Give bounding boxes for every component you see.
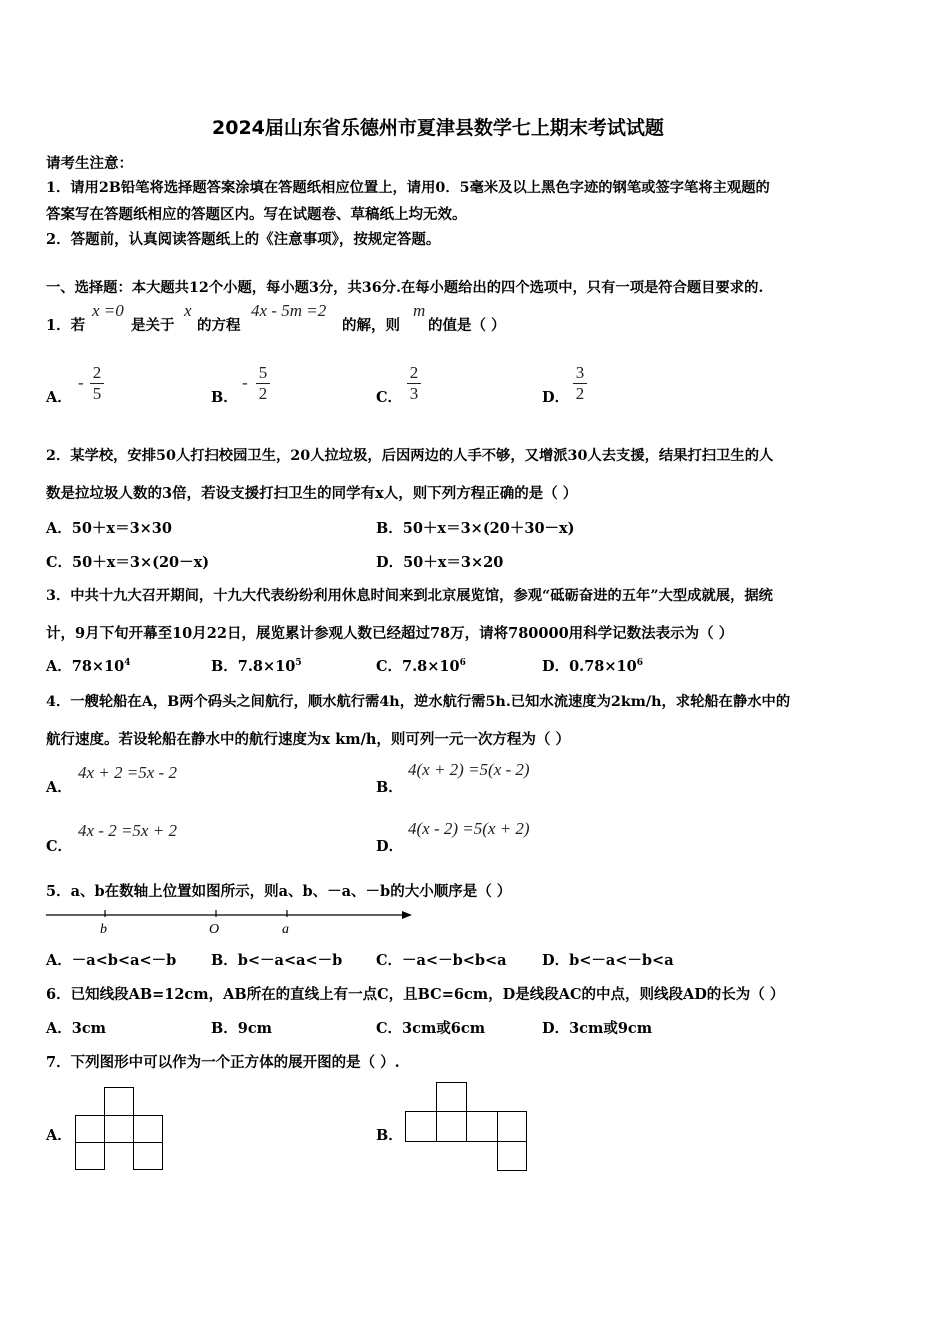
q2-option-c: C．50＋x＝3×(20－x) <box>46 554 210 571</box>
net-square <box>133 1115 163 1143</box>
q2-stem-line-1: 2．某学校，安排50人打扫校园卫生，20人拉垃圾，后因两边的人手不够，又增派30人去支援，结果打扫卫生的人 <box>46 448 774 464</box>
q4-option-b-label: B． <box>376 779 403 796</box>
q5-stem: 5．a、b在数轴上位置如图所示，则a、b、－a、－b的大小顺序是（ ） <box>46 883 512 900</box>
q3-option-d <box>542 655 643 676</box>
q6-option-a: A．3cm <box>46 1020 107 1037</box>
q1-option-b-sign: - <box>242 373 248 392</box>
q2-stem-line-2: 数是拉垃圾人数的3倍，若设支援打扫卫生的同学有x人，则下列方程正确的是（ ） <box>46 485 578 502</box>
q3-option-a-exponent: 4 <box>124 658 131 669</box>
q2-option-d: D．50＋x＝3×20 <box>376 554 504 571</box>
section-header: 一、选择题：本大题共12个小题，每小题3分，共36分.在每小题给出的四个选项中，只有一项是符合题目要求的. <box>46 280 764 296</box>
q3-stem-line-2: 计，9月下旬开幕至10月22日，展览累计参观人数已经超过78万，请将780000用科学记数法表示为（ ） <box>46 625 734 642</box>
net-square <box>75 1142 105 1170</box>
q7-option-a-net <box>75 1087 165 1172</box>
q1-option-a-label: A． <box>46 389 72 406</box>
q3-option-b-text: B．7.8×10 <box>211 658 296 675</box>
notice-heading: 请考生注意： <box>46 155 133 172</box>
q1-text-1: 1．若 <box>46 317 86 334</box>
q3-option-c <box>376 655 466 676</box>
q4-option-a-equation: 4x + 2 =5x - 2 <box>78 763 177 782</box>
net-square <box>436 1082 467 1112</box>
q1-option-b-numerator: 5 <box>258 363 268 382</box>
q1-option-c-denominator: 3 <box>409 384 419 403</box>
q3-option-c-text: C．7.8×10 <box>376 658 460 675</box>
q4-option-d-equation: 4(x - 2) =5(x + 2) <box>408 819 530 838</box>
net-square <box>133 1142 163 1170</box>
net-square <box>104 1087 134 1116</box>
axis-label-b: b <box>100 922 107 937</box>
q1-option-b-denominator: 2 <box>258 384 268 403</box>
q5-option-d: D．b<－a<－b<a <box>542 952 674 969</box>
net-square <box>405 1111 437 1142</box>
q1-option-d-label: D． <box>542 389 570 406</box>
net-square <box>75 1115 105 1143</box>
q3-option-a <box>46 655 131 676</box>
q1-option-c-label: C． <box>376 389 403 406</box>
q1-math-equation: 4x - 5m =2 <box>251 301 327 320</box>
q3-option-c-exponent: 6 <box>459 658 466 669</box>
net-square <box>497 1111 527 1142</box>
q1-option-a-numerator: 2 <box>92 363 102 382</box>
q1-math-x0: x =0 <box>92 301 124 320</box>
q5-option-b: B．b<－a<a<－b <box>211 952 343 969</box>
q6-option-b: B．9cm <box>211 1020 273 1037</box>
q4-option-a-label: A． <box>46 779 72 796</box>
q7-option-b-label: B． <box>376 1127 403 1144</box>
net-square <box>497 1141 527 1171</box>
q3-option-b-exponent: 5 <box>295 658 302 669</box>
q1-text-5: 的值是（ ） <box>428 317 506 334</box>
q1-option-a-sign: - <box>78 373 84 392</box>
q1-option-c-numerator: 2 <box>409 363 419 382</box>
q4-stem-line-1: 4．一艘轮船在A，B两个码头之间航行，顺水航行需4h，逆水航行需5h.已知水流速度为2km/h，求轮船在静水中的 <box>46 694 791 710</box>
q4-option-c-label: C． <box>46 838 73 855</box>
q4-option-c-equation: 4x - 2 =5x + 2 <box>78 821 177 840</box>
q3-option-a-text: A．78×10 <box>46 658 125 675</box>
q7-stem: 7．下列图形中可以作为一个正方体的展开图的是（ ）. <box>46 1054 400 1071</box>
q1-option-a-fraction <box>89 363 105 404</box>
notice-line-2: 答案写在答题纸相应的答题区内。写在试题卷、草稿纸上均无效。 <box>46 206 467 223</box>
net-square <box>104 1115 134 1143</box>
q2-option-b: B．50＋x＝3×(20＋30－x) <box>376 520 575 537</box>
q1-option-a-denominator: 5 <box>92 384 102 403</box>
q7-option-b-net <box>405 1082 530 1172</box>
q6-option-c: C．3cm或6cm <box>376 1020 486 1037</box>
q1-text-3: 的方程 <box>197 317 241 334</box>
notice-line-1: 1．请用2B铅笔将选择题答案涂填在答题纸相应位置上，请用0．5毫米及以上黑色字迹的钢笔或签字笔将主观题的 <box>46 180 770 196</box>
axis-label-a: a <box>282 922 289 937</box>
q5-option-a: A．－a<b<a<－b <box>46 952 177 969</box>
q1-option-b-label: B． <box>211 389 238 406</box>
q4-option-b-equation: 4(x + 2) =5(x - 2) <box>408 760 530 779</box>
q3-option-d-text: D．0.78×10 <box>542 658 637 675</box>
q3-option-b <box>211 655 302 676</box>
arrow-icon <box>402 911 412 919</box>
q7-option-a-label: A． <box>46 1127 72 1144</box>
q2-option-a: A．50＋x＝3×30 <box>46 520 172 537</box>
q1-option-b-fraction <box>255 363 271 404</box>
net-square <box>436 1111 467 1142</box>
net-square <box>466 1111 498 1142</box>
q5-option-c: C．－a<－b<b<a <box>376 952 507 969</box>
q1-math-m: m <box>413 301 426 320</box>
q1-option-c-fraction <box>406 363 422 404</box>
q3-option-d-exponent: 6 <box>636 658 643 669</box>
number-line <box>44 905 416 937</box>
axis-label-o: O <box>209 922 220 937</box>
notice-line-3: 2．答题前，认真阅读答题纸上的《注意事项》，按规定答题。 <box>46 231 441 248</box>
q1-text-4: 的解，则 <box>342 317 400 334</box>
q1-text-2: 是关于 <box>131 317 175 334</box>
q6-stem: 6．已知线段AB=12cm，AB所在的直线上有一点C，且BC=6cm，D是线段AC的中点，则线段AD的长为（ ） <box>46 986 785 1003</box>
q4-option-d-label: D． <box>376 838 404 855</box>
q3-stem-line-1: 3．中共十九大召开期间，十九大代表纷纷利用休息时间来到北京展览馆，参观“砥砺奋进的五年”大型成就展，据统 <box>46 588 773 604</box>
q4-stem-line-2: 航行速度。若设轮船在静水中的航行速度为x km/h，则可列一元一次方程为（ ） <box>46 731 570 748</box>
q1-option-d-denominator: 2 <box>575 384 585 403</box>
page-title: 2024届山东省乐德州市夏津县数学七上期末考试试题 <box>212 117 664 139</box>
q6-option-d: D．3cm或9cm <box>542 1020 653 1037</box>
q1-option-d-fraction <box>572 363 588 404</box>
q1-option-d-numerator: 3 <box>575 363 585 382</box>
q1-math-x: x <box>184 301 192 320</box>
